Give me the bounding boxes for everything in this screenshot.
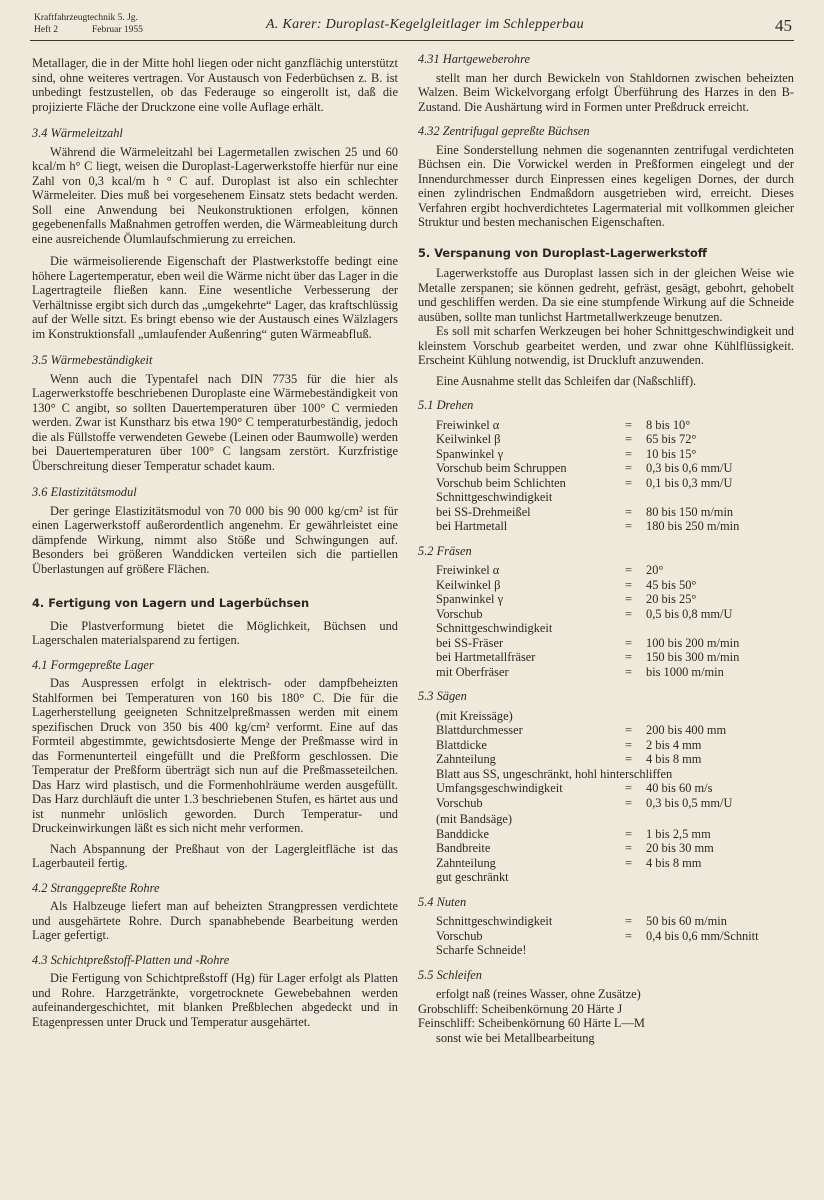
- table-row: [418, 621, 794, 636]
- row-label: Keilwinkel β: [436, 577, 501, 592]
- row-value: 8 bis 10°: [646, 417, 691, 432]
- table-row: [418, 709, 794, 724]
- section-heading-3-6: 3.6 Elastizitätsmodul: [32, 485, 137, 499]
- table-row: [418, 607, 794, 622]
- row-value: 10 bis 15°: [646, 446, 697, 461]
- row-label: Vorschub: [436, 795, 483, 810]
- equals-sign: =: [625, 752, 632, 766]
- row-label: Zahnteilung: [436, 752, 496, 766]
- saw-blade-note: Blatt aus SS, ungeschränkt, hohl hinterschliffen: [436, 766, 673, 781]
- row-value: 0,3 bis 0,5 mm/U: [646, 795, 733, 810]
- row-label: (mit Bandsäge): [436, 812, 513, 826]
- equals-sign: =: [625, 519, 632, 533]
- intro-paragraph: Metallager, die in der Mitte hohl liegen oder nicht ganzflächig unterstützt sind, ohne weiteres vertragen. Vor Austausch von Federbüchsen z. B. ist unbedingt festzustellen, ob das Federauge so eingerollt ist, daß die projizierte Fläche der Druckzone eine volle Auflage erhält.: [32, 56, 398, 114]
- equals-sign: =: [625, 928, 632, 943]
- row-value: 150 bis 300 m/min: [646, 650, 740, 664]
- journal-issue: Heft 2: [34, 25, 59, 35]
- table-row: [418, 505, 794, 520]
- section-heading-5-2: 5.2 Fräsen: [418, 543, 472, 558]
- row-value: 20°: [646, 563, 664, 577]
- row-label: Bandbreite: [436, 841, 491, 855]
- table-row: [418, 432, 794, 447]
- row-label: bei SS-Drehmeißel: [436, 504, 531, 519]
- paragraph-4-32: Eine Sonderstellung nehmen die sogenannten zentrifugal verdichteten Büchsen ein. Die Vorwickel werden in Preßformen eingelegt und der Innendurchmesser durch Einpressen eines kegeligen Dornes, der durch einen zylindrischen Endmaßdorn ausgetrieben wird, erreicht. Dieses Verfahren ergibt hochverdichtetes Lagermaterial mit vollkommen gleicher Struktur und besten mechanischen Eigenschaften.: [418, 142, 794, 229]
- table-row: [418, 461, 794, 476]
- paragraph-3-4-b: Die wärmeisolierende Eigenschaft der Plastwerkstoffe bedingt eine höhere Lagertemperatur, eben weil die Wärme nicht über das Lager in die Lagertragteile fließen kann. Eine wesentliche Verbesserung der Verhältnisse ergibt sich durch das „umgekehrte“ Lager, das kraftschlüssig auf der Welle sitzt. Es bringt ebenso wie der Austausch eines Wälzlagers im Konstruktionsfall „umlaufender Außenring“ guten Wärmeabfluß.: [32, 254, 399, 341]
- equals-sign: =: [625, 826, 632, 841]
- list-item: [418, 1031, 794, 1046]
- row-value: 0,3 bis 0,6 mm/U: [646, 461, 733, 475]
- row-label: Vorschub: [436, 928, 483, 943]
- section-heading-3-4: 3.4 Wärmeleitzahl: [32, 126, 123, 140]
- section-heading-3-5: 3.5 Wärmebeständigkeit: [32, 353, 153, 367]
- table-row: [418, 796, 794, 811]
- section-heading-5-4: 5.4 Nuten: [418, 894, 467, 909]
- section-heading-4-3: 4.3 Schichtpreßstoff-Platten und -Rohre: [32, 952, 230, 967]
- section-heading-4-2: 4.2 Stranggepreßte Rohre: [32, 880, 160, 895]
- row-value: 100 bis 200 m/min: [646, 635, 740, 650]
- equals-sign: =: [625, 795, 632, 810]
- table-row: [418, 767, 794, 782]
- equals-sign: =: [625, 592, 632, 606]
- row-label: Keilwinkel β: [436, 432, 501, 446]
- table-row: [418, 812, 794, 827]
- table-row: [418, 636, 794, 651]
- equals-sign: =: [625, 432, 632, 446]
- row-value: 40 bis 60 m/s: [646, 781, 713, 795]
- row-label: Vorschub: [436, 606, 483, 621]
- row-value: 4 bis 8 mm: [646, 752, 702, 766]
- row-label: bei SS-Fräser: [436, 635, 504, 650]
- page-number: 45: [775, 16, 792, 35]
- list-item: [418, 1002, 794, 1017]
- row-value: 80 bis 150 m/min: [646, 504, 734, 519]
- table-row: [418, 578, 794, 593]
- table-row: [418, 665, 794, 680]
- table-row: [418, 929, 794, 944]
- paragraph-4-2: Als Halbzeuge liefert man auf beheizten Strangpressen verdichtete und ausgehärtete Rohre. Durch spanabhebende Bearbeitung werden Lager gefertigt.: [32, 899, 398, 942]
- equals-sign: =: [625, 563, 632, 577]
- row-value: 2 bis 4 mm: [646, 737, 702, 752]
- equals-sign: =: [625, 606, 632, 621]
- row-value: 20 bis 30 mm: [646, 841, 714, 855]
- table-row: [418, 447, 794, 462]
- right-column: [418, 52, 794, 1045]
- section-heading-4: 4. Fertigung von Lagern und Lagerbüchsen: [32, 596, 310, 610]
- grinding-line: Feinschliff: Scheibenkörnung 60 Härte L—M: [418, 1016, 645, 1030]
- equals-sign: =: [625, 417, 632, 432]
- paragraph-5-b: Es soll mit scharfen Werkzeugen bei hoher Schnittgeschwindigkeit und kleinstem Vorschub gearbeitet werden, und zwar ohne Kühlflüssigkeit. Erscheint Kühlung notwendig, ist Druckluft anzuwenden.: [418, 324, 794, 367]
- page-header: [30, 8, 794, 41]
- paragraph-4-3: Die Fertigung von Schichtpreßstoff (Hg) für Lager erfolgt als Platten und Rohre. Harzgetränkte, vorgetrocknete Gewebebahnen werden aufeinandergeschichtet, mit blanken Preßblechen abgedeckt und in Etagenpressen unter Druck und Temperatur ausgehärtet.: [32, 971, 398, 1029]
- row-label: Banddicke: [436, 826, 489, 841]
- journal-info: [34, 12, 143, 36]
- row-label: bei Hartmetall: [436, 519, 508, 533]
- grooving-parameters-table: [418, 914, 794, 958]
- table-row: [418, 738, 794, 753]
- paragraph-4-31: stellt man her durch Bewickeln von Stahldornen zwischen beheizten Walzen. Beim Wickelvorgang erfolgt Überführung des Harzes in den B-Zustand. Die Aushärtung wird in Formen unter Preßdruck erreicht.: [418, 70, 794, 114]
- sawing-parameters-table: [418, 709, 794, 885]
- list-item: [418, 987, 794, 1002]
- row-value: 0,5 bis 0,8 mm/U: [646, 606, 733, 621]
- paragraph-5-c: Eine Ausnahme stellt das Schleifen dar (Naßschliff).: [436, 373, 697, 388]
- turning-parameters-table: [418, 418, 794, 534]
- table-row: [418, 781, 794, 796]
- journal-date: Februar 1955: [92, 25, 143, 35]
- table-row: [418, 592, 794, 607]
- table-row: [418, 650, 794, 665]
- row-label: (mit Kreissäge): [436, 708, 513, 723]
- journal-volume: 5. Jg.: [117, 13, 138, 23]
- row-label: Freiwinkel α: [436, 563, 500, 577]
- section-heading-4-1: 4.1 Formgepreßte Lager: [32, 657, 154, 672]
- paragraph-3-6: Der geringe Elastizitätsmodul von 70 000 bis 90 000 kg/cm² ist für einen Lagerwerkstoff außerordentlich angenehm. Er gewährleistet eine dämpfende Wirkung, nimmt also Stöße und Schwingungen auf. Besonders bei größeren Wanddicken verteilen sich die partiellen Überlastungen auf größere Flächen.: [32, 503, 398, 576]
- table-row: [418, 723, 794, 738]
- row-value: 50 bis 60 m/min: [646, 914, 727, 928]
- grinding-line: Grobschliff: Scheibenkörnung 20 Härte J: [418, 1001, 623, 1016]
- table-row: [418, 943, 794, 958]
- table-row: [418, 914, 794, 929]
- section-heading-5-1: 5.1 Drehen: [418, 398, 474, 412]
- section-heading-4-32: 4.32 Zentrifugal gepreßte Büchsen: [418, 124, 590, 138]
- paragraph-4-1-b: Nach Abspannung der Preßhaut von der Lagergleitfläche ist das Lagerbauteil fertig.: [32, 841, 398, 870]
- equals-sign: =: [625, 737, 632, 752]
- row-label: mit Oberfräser: [436, 664, 509, 679]
- equals-sign: =: [625, 461, 632, 475]
- section-heading-5: 5. Verspanung von Duroplast-Lagerwerkstoff: [418, 245, 708, 260]
- row-value: 1 bis 2,5 mm: [646, 826, 711, 841]
- equals-sign: =: [625, 723, 632, 737]
- table-row: [418, 418, 794, 433]
- milling-parameters-table: [418, 563, 794, 679]
- row-value: 0,4 bis 0,6 mm/Schnitt: [646, 928, 759, 943]
- table-row: [418, 752, 794, 767]
- row-value: 4 bis 8 mm: [646, 855, 702, 870]
- row-value: 0,1 bis 0,3 mm/U: [646, 475, 733, 490]
- row-label: Vorschub beim Schruppen: [436, 461, 567, 475]
- table-row: [418, 519, 794, 534]
- row-value: 45 bis 50°: [646, 577, 697, 592]
- equals-sign: =: [625, 635, 632, 650]
- running-title: A. Karer: Duroplast-Kegelgleitlager im Schlepperbau: [266, 17, 584, 32]
- grinding-notes: [418, 987, 794, 1045]
- row-label: Blattdicke: [436, 737, 487, 752]
- grinding-line: erfolgt naß (reines Wasser, ohne Zusätze): [436, 987, 641, 1001]
- equals-sign: =: [625, 664, 632, 679]
- grinding-line: sonst wie bei Metallbearbeitung: [436, 1030, 595, 1045]
- equals-sign: =: [625, 577, 632, 592]
- equals-sign: =: [625, 475, 632, 490]
- row-label: Spanwinkel γ: [436, 446, 504, 461]
- section-heading-5-5: 5.5 Schleifen: [418, 967, 482, 982]
- paragraph-5-a: Lagerwerkstoffe aus Duroplast lassen sich in der gleichen Weise wie Metalle zerspanen; sie können gedreht, gefräst, gesägt, gebohrt, gehobelt und geschliffen werden. Da sie eine stumpfende Wirkung auf die Schneide ausüben, sollte man tunlichst Hartmetallwerkzeuge benutzen.: [418, 266, 794, 324]
- row-label: Freiwinkel α: [436, 417, 500, 432]
- row-label: gut geschränkt: [436, 870, 509, 884]
- row-label: Spanwinkel γ: [436, 592, 504, 606]
- equals-sign: =: [625, 504, 632, 519]
- row-value: 65 bis 72°: [646, 432, 697, 446]
- row-value: bis 1000 m/min: [646, 664, 724, 679]
- table-row: [418, 841, 794, 856]
- row-label: Vorschub beim Schlichten: [436, 475, 566, 490]
- row-label: Blattdurchmesser: [436, 723, 523, 737]
- table-row: [418, 870, 794, 885]
- row-label: bei Hartmetallfräser: [436, 650, 536, 664]
- row-label: Schnittgeschwindigkeit: [436, 621, 553, 635]
- paragraph-3-5: Wenn auch die Typentafel nach DIN 7735 für die hier als Lagerwerkstoffe beschriebenen Duroplaste eine Wärmebeständigkeit von 130° C angibt, so sollten Dauertemperaturen über 100° C vermieden werden. Zwar ist Kunstharz bis etwa 190° C temperaturbeständig, jedoch die als Füllstoffe verwendeten Gewebe (Leinen oder Baumwolle) werden bei Dauertemperaturen über 100° C langsam zerstört. Kurzfristige Überschreitung dieser Temperatur schadet kaum.: [32, 371, 398, 473]
- equals-sign: =: [625, 855, 632, 870]
- equals-sign: =: [625, 914, 632, 928]
- left-column: [32, 56, 398, 1029]
- table-row: [418, 490, 794, 505]
- row-value: 200 bis 400 mm: [646, 723, 727, 737]
- table-row: [418, 856, 794, 871]
- equals-sign: =: [625, 841, 632, 855]
- paragraph-4-1-a: Das Auspressen erfolgt in elektrisch- oder dampfbeheizten Stahlformen bei Temperaturen von 160 bis 180° C. Die für die Lagerherstellung geeigneten Schnitzelpreßmassen werden mit einem spezifischen Druck von 350 bis 400 kg/cm² verformt. Eine auf das Formteil abgestimmte, gewichtsdosierte Menge der Preßmasse wird in das Formenunterteil eingefüllt und die Preßform geschlossen. Die Temperatur der Preßform überträgt sich nun auf die Preßmasseteilchen. Das Harz wird plastisch, und die Formenhohlräume werden ausgefüllt. Das Harz durchläuft die unter 1.3 beschriebenen Stufen, es härtet aus und ist nunmehr unlöslich geworden. Durch Temperatur- und Druckeinwirkungen läßt es sich nicht mehr verformen.: [32, 676, 398, 835]
- row-label: Scharfe Schneide!: [436, 943, 527, 957]
- row-label: Umfangsgeschwindigkeit: [436, 781, 563, 795]
- table-row: [418, 563, 794, 578]
- equals-sign: =: [625, 650, 632, 664]
- row-label: Zahnteilung: [436, 855, 496, 870]
- section-heading-5-3: 5.3 Sägen: [418, 689, 467, 703]
- paragraph-4: Die Plastverformung bietet die Möglichkeit, Büchsen und Lagerschalen materialsparend zu fertigen.: [32, 618, 398, 647]
- paragraph-3-4-a: Während die Wärmeleitzahl bei Lagermetallen zwischen 25 und 60 kcal/m h° C liegt, weisen die Duroplast-Lagerwerkstoffe hierfür nur eine Zahl von 0,3 kcal/m h ° C auf. Duroplast ist also ein schlechter Wärmeleiter. Dies muß bei vorgesehenem Einsatz stets bedacht werden. Soll eine Anwendung bei Neukonstruktionen erfolgen, können gegebenenfalls Maßnahmen getroffen werden, die Wärmeableitung durch eine ausreichende Ölumlaufschmierung zu erreichen.: [32, 144, 398, 246]
- row-value: 20 bis 25°: [646, 592, 697, 606]
- journal-name: Kraftfahrzeugtechnik: [34, 13, 116, 23]
- equals-sign: =: [625, 446, 632, 461]
- row-value: 180 bis 250 m/min: [646, 519, 740, 533]
- table-row: [418, 827, 794, 842]
- equals-sign: =: [625, 781, 632, 795]
- table-row: [418, 476, 794, 491]
- section-heading-4-31: 4.31 Hartgeweberohre: [418, 52, 530, 66]
- row-label: Schnittgeschwindigkeit: [436, 490, 553, 504]
- list-item: [418, 1016, 794, 1031]
- row-label: Schnittgeschwindigkeit: [436, 914, 553, 928]
